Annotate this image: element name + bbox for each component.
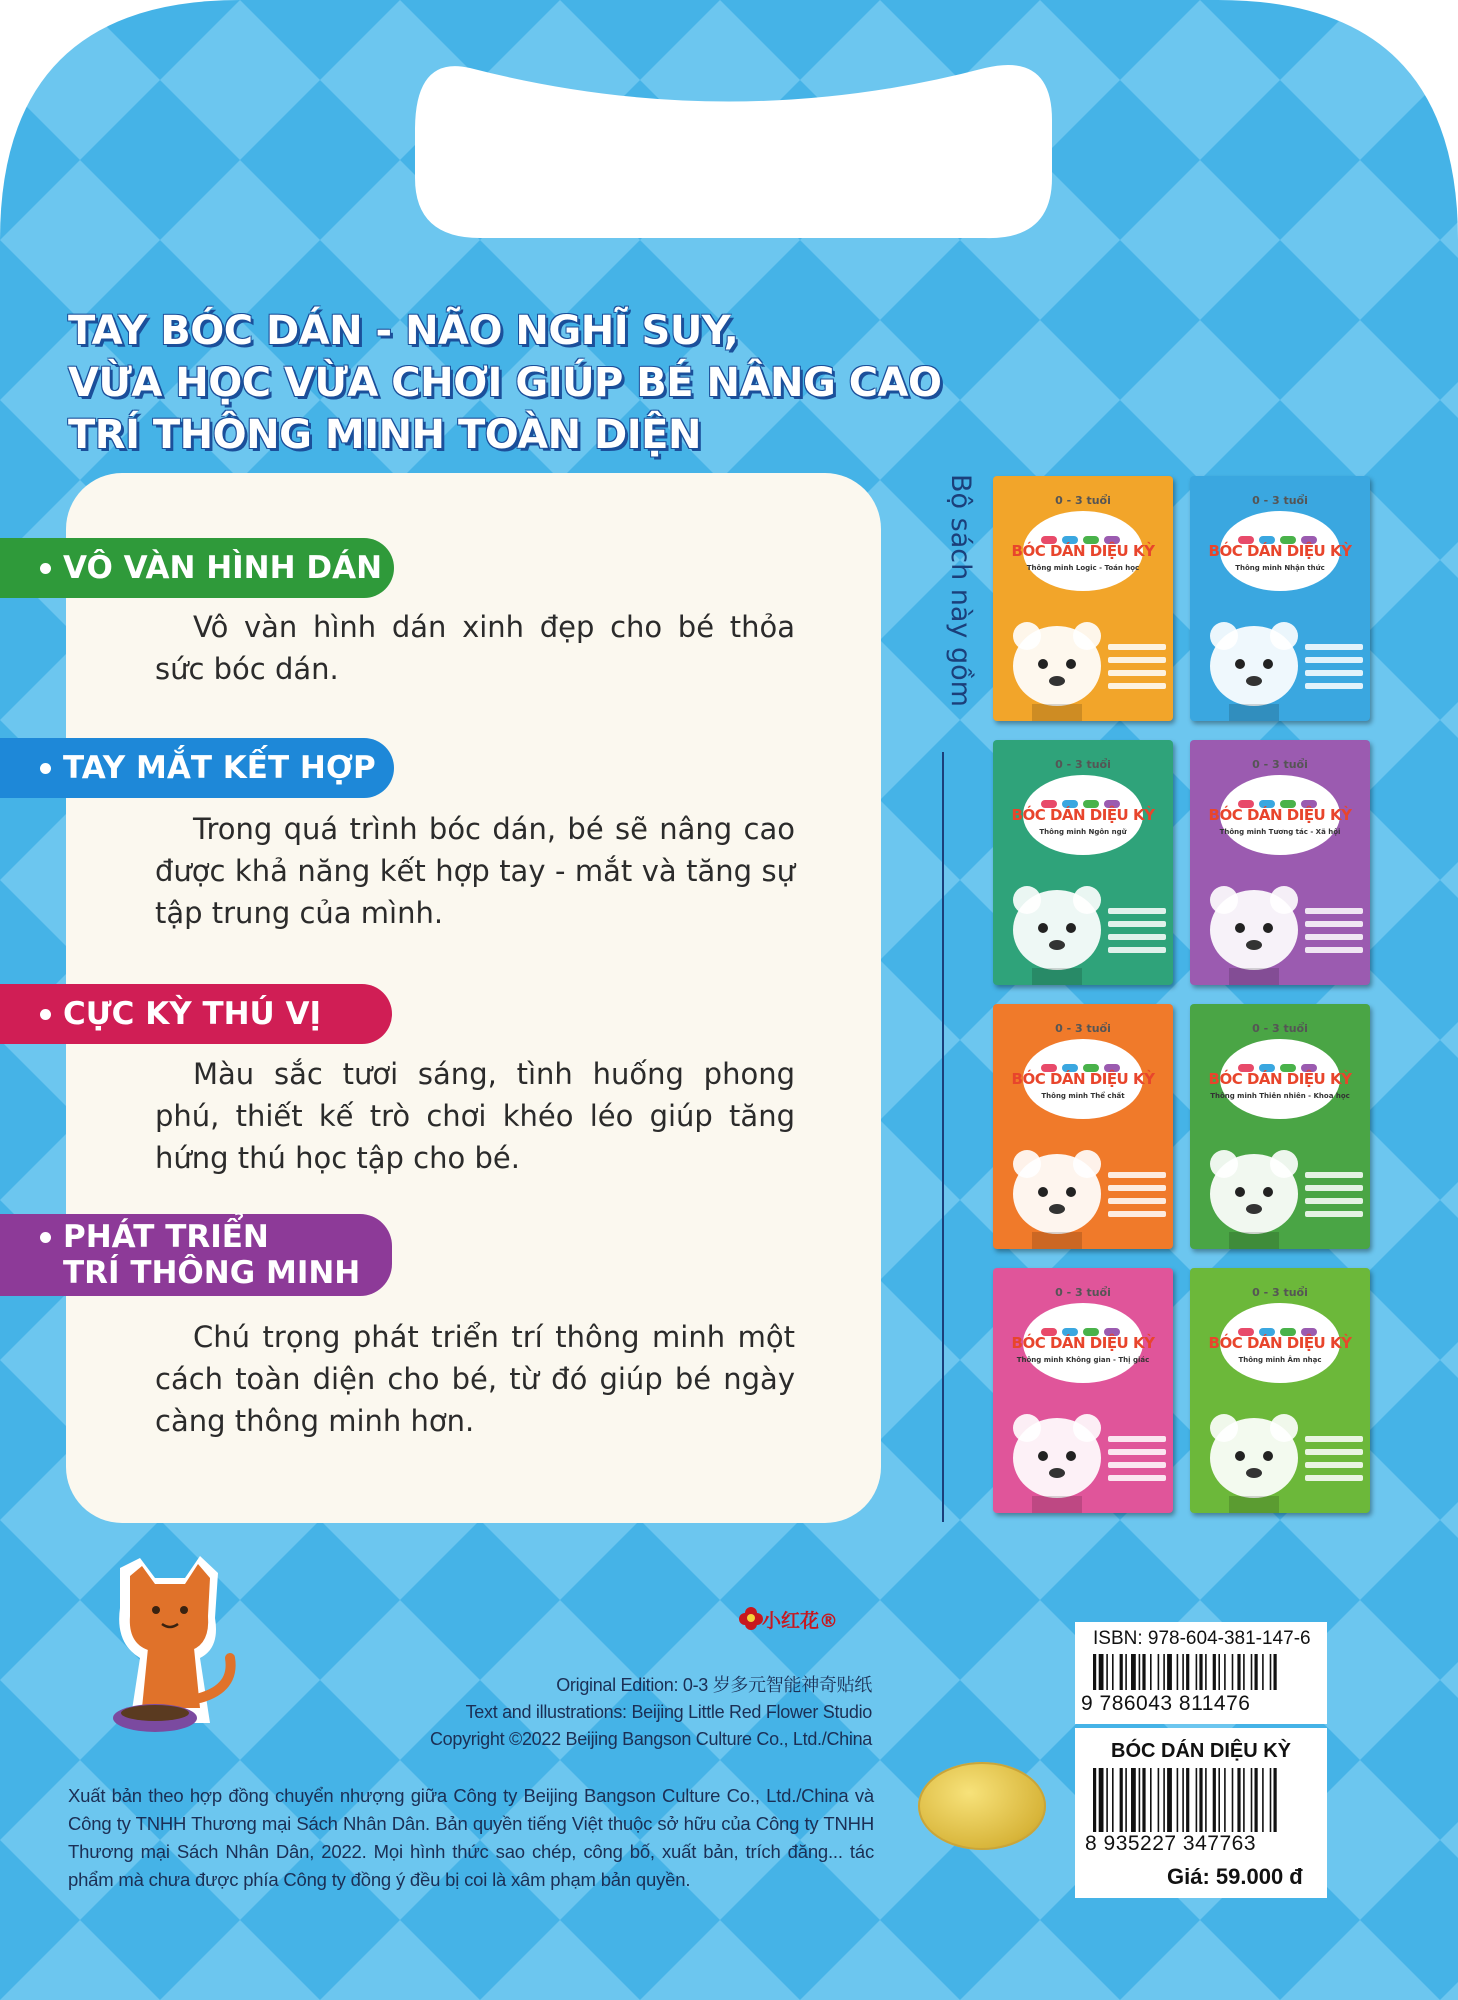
book-age: 0 - 3 tuổi	[1055, 758, 1111, 771]
book-thumbnail	[1190, 1268, 1370, 1513]
book-feature-bars	[1108, 1436, 1166, 1488]
book-title: BÓC DÁN DIỆU KỲ	[1208, 542, 1352, 560]
feature-text-4	[155, 1316, 795, 1442]
headline-line-2: VỪA HỌC VỪA CHƠI GIÚP BÉ NÂNG CAO	[68, 360, 942, 406]
book-title: BÓC DÁN DIỆU KỲ	[1011, 1334, 1155, 1352]
feature-text-1	[155, 606, 795, 690]
isbn-barcode	[1075, 1622, 1327, 1724]
book-subtitle: Thông minh Ngôn ngữ	[1039, 828, 1127, 836]
book-age: 0 - 3 tuổi	[1252, 758, 1308, 771]
frog-icon	[1007, 1134, 1107, 1249]
book-subtitle: Thông minh Âm nhạc	[1238, 1356, 1322, 1364]
book-dots	[1238, 1321, 1322, 1329]
dog-icon	[1204, 870, 1304, 985]
feature-title-1: VÔ VÀN HÌNH DÁN	[63, 550, 383, 586]
book-age: 0 - 3 tuổi	[1252, 1286, 1308, 1299]
headline	[68, 305, 942, 461]
book-subtitle: Thông minh Không gian - Thị giác	[1016, 1356, 1150, 1364]
book-feature-bars	[1305, 1436, 1363, 1488]
book-age: 0 - 3 tuổi	[1055, 494, 1111, 507]
bullet-icon	[40, 763, 51, 774]
book-dots	[1238, 1057, 1322, 1065]
book-age: 0 - 3 tuổi	[1055, 1022, 1111, 1035]
book-thumbnail	[993, 1004, 1173, 1249]
feature-text-4-body: Chú trọng phát triển trí thông minh một cách toàn diện cho bé, từ đó giúp bé ngày càng thông minh hơn.	[155, 1320, 795, 1438]
book-subtitle: Thông minh Tương tác - Xã hội	[1219, 828, 1341, 836]
publisher-logo-text: 小红花®	[762, 1610, 839, 1632]
rabbit-icon	[1204, 1134, 1304, 1249]
book-thumbnail	[993, 740, 1173, 985]
book-title: BÓC DÁN DIỆU KỲ	[1011, 1070, 1155, 1088]
book-title: BÓC DÁN DIỆU KỲ	[1011, 806, 1155, 824]
book-title: BÓC DÁN DIỆU KỲ	[1208, 1334, 1352, 1352]
feature-tag-1	[0, 538, 394, 598]
feature-text-2	[155, 808, 795, 934]
isbn-label: ISBN: 978-604-381-147-6	[1093, 1628, 1311, 1649]
price-tag	[1075, 1728, 1327, 1898]
book-dots	[1041, 793, 1125, 801]
book-feature-bars	[1108, 908, 1166, 960]
publisher-logo	[738, 1604, 878, 1638]
book-subtitle: Thông minh Thiên nhiên - Khoa học	[1210, 1092, 1350, 1100]
feature-text-2-body: Trong quá trình bóc dán, bé sẽ nâng cao được khả năng kết hợp tay - mắt và tăng sự tập trung của mình.	[155, 812, 795, 930]
book-dots	[1041, 529, 1125, 537]
bullet-icon	[40, 1009, 51, 1020]
barcode-icon	[1093, 1654, 1313, 1690]
book-dots	[1238, 793, 1322, 801]
flower-icon	[738, 1606, 764, 1632]
legal-notice: Xuất bản theo hợp đồng chuyển nhượng giữa Công ty Beijing Bangson Culture Co., Ltd./China và Công ty TNHH Thương mại Sách Nhân Dân. Bản quyền tiếng Việt thuộc sở hữu của Công ty TNHH Thương mại Sách Nhân Dân, 2022. Mọi hình thức sao chép, công bố, xuất bản, trích đăng... tác phẩm mà chưa được phía Công ty đồng ý đều bị coi là xâm phạm bản quyền.	[68, 1785, 874, 1890]
cat-sticker-icon	[100, 1548, 250, 1748]
pig-icon	[1204, 1398, 1304, 1513]
feature-tag-2	[0, 738, 394, 798]
credits	[300, 1672, 872, 1753]
book-thumbnail	[1190, 476, 1370, 721]
credits-line-2: Text and illustrations: Beijing Little Red Flower Studio	[465, 1702, 872, 1722]
book-thumbnail	[993, 1268, 1173, 1513]
book-subtitle: Thông minh Thể chất	[1041, 1092, 1125, 1100]
book-feature-bars	[1108, 644, 1166, 696]
book-title: BÓC DÁN DIỆU KỲ	[1208, 806, 1352, 824]
book-thumbnail	[993, 476, 1173, 721]
book-title: BÓC DÁN DIỆU KỲ	[1011, 542, 1155, 560]
headline-line-3: TRÍ THÔNG MINH TOÀN DIỆN	[68, 412, 701, 458]
feature-text-3	[155, 1053, 795, 1179]
gold-seal-icon	[918, 1762, 1046, 1850]
book-feature-bars	[1108, 1172, 1166, 1224]
book-feature-bars	[1305, 908, 1363, 960]
book-age: 0 - 3 tuổi	[1252, 494, 1308, 507]
book-thumbnail	[1190, 1004, 1370, 1249]
book-subtitle: Thông minh Nhận thức	[1235, 564, 1325, 572]
credits-line-3: Copyright ©2022 Beijing Bangson Culture Co., Ltd./China	[429, 1729, 872, 1749]
price-tag-title: BÓC DÁN DIỆU KỲ	[1111, 1740, 1292, 1762]
bear-icon	[1007, 606, 1107, 721]
bullet-icon	[40, 1232, 51, 1243]
book-age: 0 - 3 tuổi	[1055, 1286, 1111, 1299]
headline-line-1: TAY BÓC DÁN - NÃO NGHĨ SUY,	[68, 308, 739, 354]
feature-title-4	[63, 1219, 360, 1291]
book-dots	[1041, 1321, 1125, 1329]
cat-icon	[1204, 606, 1304, 721]
credits-line-1: Original Edition: 0-3 岁多元智能神奇贴纸	[556, 1675, 872, 1695]
mouse-icon	[1007, 1398, 1107, 1513]
feature-tag-3	[0, 984, 392, 1044]
book-age: 0 - 3 tuổi	[1252, 1022, 1308, 1035]
series-divider	[942, 752, 944, 1522]
feature-text-3-body: Màu sắc tươi sáng, tình huống phong phú, thiết kế trò chơi khéo léo giúp tăng hứng thú học tập cho bé.	[155, 1057, 795, 1175]
book-feature-bars	[1305, 1172, 1363, 1224]
feature-title-4-line-2: TRÍ THÔNG MINH	[63, 1255, 361, 1291]
series-label	[928, 474, 976, 764]
feature-title-4-line-1: PHÁT TRIỂN	[63, 1219, 269, 1255]
series-label-text: Bộ sách này gồm	[945, 474, 976, 707]
book-feature-bars	[1305, 644, 1363, 696]
book-dots	[1238, 529, 1322, 537]
book-title: BÓC DÁN DIỆU KỲ	[1208, 1070, 1352, 1088]
feature-tag-4	[0, 1214, 392, 1296]
book-dots	[1041, 1057, 1125, 1065]
bullet-icon	[40, 563, 51, 574]
feature-title-2: TAY MẮT KẾT HỢP	[63, 750, 376, 786]
isbn-digits: 9 786043 811476	[1081, 1692, 1251, 1715]
panda-icon	[1007, 870, 1107, 985]
book-subtitle: Thông minh Logic - Toán học	[1026, 564, 1140, 572]
book-thumbnail	[1190, 740, 1370, 985]
price-tag-digits: 8 935227 347763	[1085, 1832, 1256, 1855]
feature-text-1-body: Vô vàn hình dán xinh đẹp cho bé thỏa sức bóc dán.	[155, 610, 795, 686]
price: Giá: 59.000 đ	[1167, 1864, 1303, 1889]
feature-title-3: CỰC KỲ THÚ VỊ	[63, 996, 322, 1032]
barcode-icon	[1093, 1768, 1313, 1832]
